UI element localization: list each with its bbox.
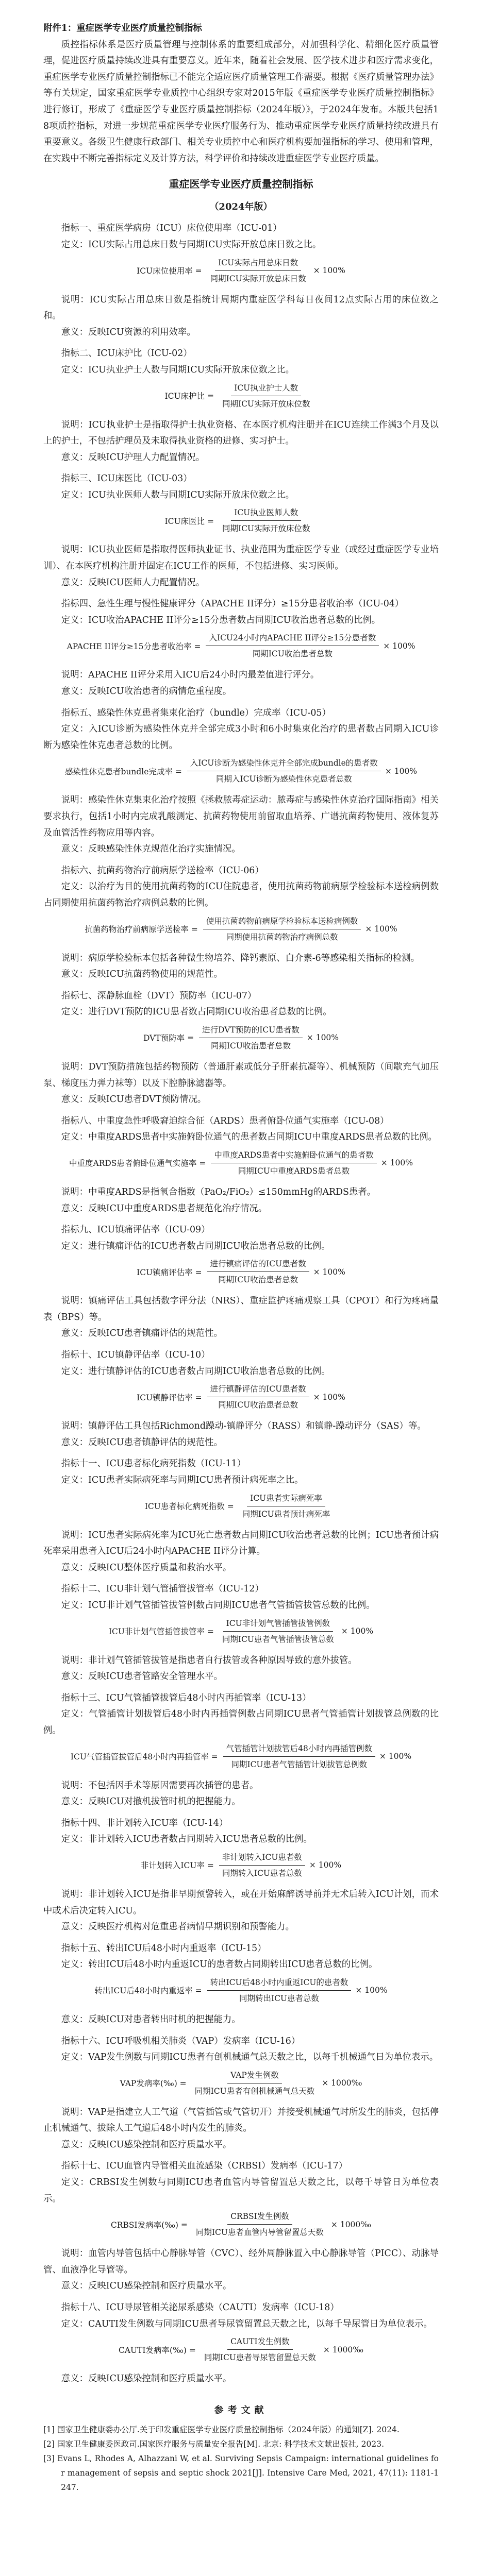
formula-fraction xyxy=(207,1383,309,1411)
indicator-formula xyxy=(43,506,439,535)
formula-lhs: 转出ICU后48小时内重返率 = xyxy=(94,1986,202,1996)
formula-fraction xyxy=(219,506,313,535)
formula-numerator: 非计划转入ICU患者数 xyxy=(219,1851,305,1866)
formula-fraction xyxy=(206,632,379,660)
indicator-note: 说明：VAP是指建立人工气道（气管插管或气管切开）并接受机械通气时所发生的肺炎，包括停止机械通气、拔除人工气道后48小时内发生的肺炎。 xyxy=(43,2107,439,2134)
formula-denominator: 同期ICU收治患者总数 xyxy=(210,1041,291,1050)
formula-denominator: 同期ICU患者气管插管计划拔管总例数 xyxy=(231,1759,367,1769)
formula-fraction xyxy=(211,1149,376,1177)
formula-lhs: ICU气管插管拔管后48小时内再插管率 = xyxy=(70,1752,218,1762)
indicator-gap xyxy=(43,341,439,346)
formula-lhs: 抗菌药物治疗前病原学送检率 = xyxy=(85,925,198,935)
indicator-definition: 定义：VAP发生例数与同期ICU患者有创机械通气总天数之比，以每千机械通气日为单位表示。 xyxy=(61,2052,439,2063)
indicator-gap xyxy=(43,2295,439,2300)
indicator-formula xyxy=(43,632,439,660)
formula-rhs: × 100% xyxy=(309,1860,342,1870)
indicator-gap xyxy=(43,2028,439,2033)
formula-denominator: 同期ICU患者气管插管拔管总数 xyxy=(222,1634,334,1644)
formula-denominator: 同期ICU患者导尿管留置总天数 xyxy=(204,2353,316,2363)
formula-numerator: ICU患者实际病死率 xyxy=(247,1492,325,1506)
formula-denominator: 同期转出ICU患者总数 xyxy=(239,1993,319,2003)
indicator-heading: 指标十二、ICU非计划气管插管拔管率（ICU-12） xyxy=(61,1584,264,1595)
indicator-formula xyxy=(43,2210,439,2239)
indicator-note: 意义：反映ICU患者镇痛评估的规范性。 xyxy=(61,1328,223,1339)
formula-numerator: 进行镇痛评估的ICU患者数 xyxy=(207,1258,309,1272)
formula-numerator: 中重度ARDS患者中实施俯卧位通气的患者数 xyxy=(211,1149,376,1163)
indicator-definition: 定义：ICU执业护士人数与同期ICU实际开放床位数之比。 xyxy=(61,364,295,375)
formula-numerator: 转出ICU后48小时内重返ICU的患者数 xyxy=(207,1976,352,1991)
indicator-note: 意义：反映医疗机构对危重患者病情早期识别和预警能力。 xyxy=(61,1922,294,1933)
indicator-note: 说明：中重度ARDS是指氧合指数（PaO₂/FiO₂）≤150mmHg的ARDS患者。 xyxy=(61,1187,376,1197)
formula-rhs: × 1000‰ xyxy=(322,2078,362,2088)
formula-numerator: ICU执业护士人数 xyxy=(231,382,301,396)
indicator-heading: 指标六、抗菌药物治疗前病原学送检率（ICU-06） xyxy=(61,865,264,876)
formula-numerator: 进行镇静评估的ICU患者数 xyxy=(207,1383,309,1397)
formula-numerator: ICU执业医师人数 xyxy=(231,506,301,521)
indicator-gap xyxy=(43,1936,439,1941)
formula-lhs: ICU床位使用率 = xyxy=(137,266,202,276)
formula-numerator: ICU实际占用总床日数 xyxy=(215,257,301,271)
formula-numerator: 入ICU24小时内APACHE II评分≥15分患者数 xyxy=(206,632,379,646)
formula-lhs: VAP发病率(‰) = xyxy=(120,2079,187,2089)
indicator-note: 意义：反映ICU医师人力配置情况。 xyxy=(61,577,205,588)
formula-lhs: ICU患者标化病死指数 = xyxy=(144,1502,234,1512)
indicator-note: 意义：反映ICU抗菌药物使用的规范性。 xyxy=(61,969,223,980)
formula-numerator: 进行DVT预防的ICU患者数 xyxy=(199,1024,303,1038)
indicator-note: 意义：反映ICU整体医疗质量和救治水平。 xyxy=(61,1562,232,1573)
indicator-note: 意义：反映ICU收治患者的病情危重程度。 xyxy=(61,686,232,697)
indicator-gap xyxy=(43,1576,439,1581)
formula-lhs: ICU镇痛评估率 = xyxy=(137,1267,202,1277)
formula-lhs: APACHE II评分≥15分患者收治率 = xyxy=(67,641,201,651)
indicator-formula xyxy=(43,1851,439,1879)
formula-denominator: 同期入ICU诊断为感染性休克患者总数 xyxy=(216,774,352,784)
indicator-note: 意义：反映ICU感染控制和医疗质量水平。 xyxy=(61,2374,232,2384)
formula-denominator: 同期ICU患者有创机械通气总天数 xyxy=(194,2086,315,2096)
formula-fraction xyxy=(193,2210,327,2239)
indicator-formula xyxy=(43,2069,439,2097)
formula-fraction xyxy=(207,1976,352,2005)
indicator-heading: 指标十一、ICU患者标化病死指数（ICU-11） xyxy=(61,1459,246,1469)
formula-denominator: 同期ICU中重度ARDS患者总数 xyxy=(238,1166,350,1176)
formula-rhs: × 100% xyxy=(313,1267,345,1277)
indicator-formula xyxy=(43,1258,439,1286)
indicator-note: 说明：APACHE II评分采用入ICU后24小时内最差值进行评分。 xyxy=(61,670,320,681)
indicator-note: 意义：反映ICU对撤机拔管时机的把握能力。 xyxy=(61,1797,241,1807)
indicator-formula xyxy=(43,1742,439,1771)
formula-denominator: 同期转入ICU患者总数 xyxy=(222,1868,302,1878)
indicator-note: 说明：ICU患者实际病死率为ICU死亡患者数占同期ICU收治患者总数的比例；ICU患者预计病死率采用患者入ICU后24小时内APACHE II评分计算。 xyxy=(43,1530,439,1557)
indicator-definition: 定义：进行DVT预防的ICU患者数占同期ICU收治患者总数的比例。 xyxy=(61,1007,332,1018)
formula-numerator: VAP发生例数 xyxy=(227,2069,282,2083)
formula-rhs: × 100% xyxy=(365,924,397,934)
formula-denominator: 同期ICU收治患者总数 xyxy=(252,649,333,659)
formula-fraction xyxy=(199,1024,303,1052)
formula-lhs: CAUTI发病率(‰) = xyxy=(118,2345,196,2355)
formula-denominator: 同期ICU实际开放总床日数 xyxy=(210,274,306,283)
formula-numerator: CRBSI发生例数 xyxy=(227,2210,292,2225)
indicator-heading: 指标十六、ICU呼吸机相关肺炎（VAP）发病率（ICU-16） xyxy=(61,2036,301,2046)
indicator-heading: 指标七、深静脉血栓（DVT）预防率（ICU-07） xyxy=(61,990,257,1001)
formula-rhs: × 100% xyxy=(355,1986,388,1995)
formula-lhs: CRBSI发病率(‰) = xyxy=(110,2220,188,2230)
formula-fraction xyxy=(187,757,381,785)
formula-rhs: × 100% xyxy=(341,1626,374,1636)
formula-fraction xyxy=(201,2335,319,2364)
formula-denominator: 同期ICU患者血管内导管留置总天数 xyxy=(195,2228,324,2238)
indicator-note: 说明：不包括因手术等原因需要再次插管的患者。 xyxy=(61,1780,259,1791)
indicator-formula xyxy=(43,1149,439,1177)
indicator-heading: 指标二、ICU床护比（ICU-02） xyxy=(61,348,192,359)
indicator-gap xyxy=(43,858,439,863)
indicator-formula xyxy=(43,915,439,943)
indicator-gap xyxy=(43,2153,439,2158)
indicator-heading: 指标十七、ICU血管内导管相关血流感染（CRBSI）发病率（ICU-17） xyxy=(61,2161,348,2172)
document-subtitle: （2024年版） xyxy=(209,201,273,213)
formula-denominator: 同期ICU收治患者总数 xyxy=(218,1275,298,1285)
indicator-definition: 定义：中重度ARDS患者中实施俯卧位通气的患者数占同期ICU中重度ARDS患者总数的比例。 xyxy=(61,1132,437,1143)
indicator-gap xyxy=(43,2387,439,2393)
reference-item: [2] 国家卫生健康委医政司.国家医疗服务与质量安全报告[M]. 北京: 科学技术文献出版社, 2023. xyxy=(43,2439,385,2449)
indicator-heading: 指标十五、转出ICU后48小时内重返率（ICU-15） xyxy=(61,1943,267,1954)
formula-lhs: ICU镇静评估率 = xyxy=(137,1393,202,1402)
formula-rhs: × 100% xyxy=(385,766,418,776)
indicator-note: 意义：反映ICU患者镇静评估的规范性。 xyxy=(61,1437,223,1448)
indicator-gap xyxy=(43,591,439,596)
indicator-formula xyxy=(43,257,439,285)
formula-fraction xyxy=(239,1492,334,1520)
formula-denominator: 同期ICU患者预计病死率 xyxy=(242,1509,330,1519)
formula-fraction xyxy=(219,1851,305,1879)
formula-fraction xyxy=(219,1617,337,1646)
indicator-formula xyxy=(43,382,439,410)
indicator-definition: 定义：ICU非计划气管插管拔管例数占同期ICU患者气管插管拔管总数的比例。 xyxy=(61,1600,375,1611)
indicator-heading: 指标八、中重度急性呼吸窘迫综合征（ARDS）患者俯卧位通气实施率（ICU-08） xyxy=(61,1115,389,1126)
indicator-note: 说明：非计划转入ICU是指非早期预警转入，或在开始麻醉诱导前并无术后转入ICU计划，而术中或术后决定转入ICU。 xyxy=(43,1889,439,1916)
formula-rhs: × 100% xyxy=(379,1752,412,1761)
indicator-definition: 定义：入ICU诊断为感染性休克并全部完成3小时和6小时集束化治疗的患者数占同期入ICU诊断为感染性休克患者总数的比例。 xyxy=(43,724,439,751)
formula-fraction xyxy=(207,257,309,285)
formula-fraction xyxy=(203,915,361,943)
indicator-note: 说明：非计划气管插管拔管是指患者自行拔管或各种原因导致的意外拔管。 xyxy=(61,1655,357,1666)
indicator-definition: 定义：ICU执业医师人数与同期ICU实际开放床位数之比。 xyxy=(61,489,295,500)
indicator-note: 说明：感染性休克集束化治疗按照《拯救脓毒症运动：脓毒症与感染性休克治疗国际指南》相关要求执行，包括1小时内完成乳酸测定、抗菌药物使用前留取血培养、广谱抗菌药物使用、液体复苏及血管活性药物应用等内容。 xyxy=(43,795,439,838)
indicator-note: 意义：反映感染性休克规范化治疗实施情况。 xyxy=(61,844,241,855)
formula-rhs: × 100% xyxy=(313,1392,345,1402)
indicator-gap xyxy=(43,1342,439,1347)
indicator-definition: 定义：CAUTI发生例数与同期ICU患者导尿管留置总天数之比，以每千导尿管日为单位表示。 xyxy=(61,2318,433,2329)
indicator-gap xyxy=(43,1217,439,1222)
formula-denominator: 同期使用抗菌药物治疗病例总数 xyxy=(226,932,338,942)
formula-lhs: ICU非计划气管插管拔管率 = xyxy=(108,1627,214,1637)
indicator-definition: 定义：CRBSI发生例数与同期ICU患者血管内导管留置总天数之比，以每千导管日为单位表示。 xyxy=(43,2177,439,2204)
indicator-note: 意义：反映ICU对患者转出时机的把握能力。 xyxy=(61,2014,241,2025)
indicator-heading: 指标三、ICU床医比（ICU-03） xyxy=(61,473,192,484)
formula-rhs: × 1000‰ xyxy=(330,2219,372,2229)
indicator-formula xyxy=(43,1976,439,2005)
formula-fraction xyxy=(192,2069,318,2097)
indicator-gap xyxy=(43,1451,439,1456)
formula-denominator: 同期ICU收治患者总数 xyxy=(218,1400,298,1410)
formula-fraction xyxy=(223,1742,375,1771)
indicator-heading: 指标十四、非计划转入ICU率（ICU-14） xyxy=(61,1818,228,1828)
formula-rhs: × 100% xyxy=(380,1158,413,1168)
formula-numerator: ICU非计划气管插管拔管例数 xyxy=(223,1617,334,1632)
indicator-gap xyxy=(43,1685,439,1690)
indicator-heading: 指标一、重症医学病房（ICU）床位使用率（ICU-01） xyxy=(61,223,282,234)
indicator-note: 意义：反映ICU中重度ARDS患者规范化治疗情况。 xyxy=(61,1203,268,1214)
indicator-definition: 定义：进行镇静评估的ICU患者数占同期ICU收治患者总数的比例。 xyxy=(61,1366,330,1377)
formula-lhs: 感染性休克患者bundle完成率 = xyxy=(64,767,182,776)
formula-lhs: DVT预防率 = xyxy=(143,1033,194,1043)
indicator-note: 意义：反映ICU资源的利用效率。 xyxy=(61,327,196,337)
indicator-heading: 指标九、ICU镇痛评估率（ICU-09） xyxy=(61,1225,210,1235)
indicator-note: 意义：反映ICU护理人力配置情况。 xyxy=(61,452,205,463)
indicator-note: 说明：ICU执业护士是指取得护士执业资格、在本医疗机构注册并在ICU连续工作满3个月及以上的护士，不包括护理员及未取得执业资格的进修、实习护士。 xyxy=(43,419,439,447)
formula-fraction xyxy=(219,382,313,410)
references-title: 参考文献 xyxy=(214,2404,268,2416)
intro-paragraph: 质控指标体系是医疗质量管理与控制体系的重要组成部分，对加强科学化、精细化医疗质量管理，促进医疗质量持续改进具有重要意义。近年来，随着社会发展、医学技术进步和医疗需求变化，重症医学专业医疗质量控制指标已不能完全适应医疗质量管理工作需要。根据《医疗质量管理办法》等有关规定，国家重症医学专业质控中心组织专家对2015年版《重症医学专业医疗质量控制指标》进行修订，形成了《重症医学专业医疗质量控制指标（2024年版）》，于2024年发布。本版共包括18项质控指标，对进一步规范重症医学专业医疗服务行为、推动重症医学专业医疗质量持续改进具有重要意义。各级卫生健康行政部门、相关专业质控中心和医疗机构要加强指标的学习、使用和管理，在实践中不断完善指标定义及计算方法，科学评价和持续改进重症医学专业医疗质量。 xyxy=(43,39,439,164)
indicator-definition: 定义：ICU患者实际病死率与同期ICU患者预计病死率之比。 xyxy=(61,1475,304,1486)
indicator-definition: 定义：非计划转入ICU患者数占同期转入ICU患者总数的比例。 xyxy=(61,1834,312,1845)
indicator-heading: 指标五、感染性休克患者集束化治疗（bundle）完成率（ICU-05） xyxy=(61,707,331,718)
indicator-note: 说明：病原学检验标本包括各种微生物培养、降钙素原、白介素-6等感染相关指标的检测。 xyxy=(61,953,420,963)
formula-lhs: ICU床医比 = xyxy=(164,516,214,526)
indicator-heading: 指标十八、ICU导尿管相关泌尿系感染（CAUTI）发病率（ICU-18） xyxy=(61,2302,339,2313)
indicator-definition: 定义：转出ICU后48小时内重返ICU的患者数占同期转出ICU患者总数的比例。 xyxy=(61,1959,378,1970)
indicator-gap xyxy=(43,700,439,705)
indicator-heading: 指标十三、ICU气管插管拔管后48小时内再插管率（ICU-13） xyxy=(61,1692,311,1703)
reference-item: [3] Evans L, Rhodes A, Alhazzani W, et al. Surviving Sepsis Campaign: international guidelines for management of sepsis and septic shock 2021[J]. Intensive Care Med, 2021, 47(11): 1181-1247. xyxy=(43,2453,439,2492)
formula-denominator: 同期ICU实际开放床位数 xyxy=(222,524,310,534)
indicator-gap xyxy=(43,1810,439,1816)
indicator-gap xyxy=(43,1108,439,1113)
indicator-heading: 指标十、ICU镇静评估率（ICU-10） xyxy=(61,1350,210,1361)
indicator-note: 说明：镇痛评估工具包括数字评分法（NRS）、重症监护疼痛观察工具（CPOT）和行为疼痛量表（BPS）等。 xyxy=(43,1296,439,1323)
indicator-formula xyxy=(43,2335,439,2364)
indicator-note: 说明：ICU实际占用总床日数是指统计周期内重症医学科每日夜间12点实际占用的床位数之和。 xyxy=(43,294,439,321)
indicator-gap xyxy=(43,466,439,471)
indicator-note: 说明：镇静评估工具包括Richmond躁动-镇静评分（RASS）和镇静-躁动评分（SAS）等。 xyxy=(61,1421,426,1432)
indicator-definition: 定义：进行镇痛评估的ICU患者数占同期ICU收治患者总数的比例。 xyxy=(61,1241,330,1251)
formula-numerator: CAUTI发生例数 xyxy=(227,2335,293,2350)
attachment-line: 附件1：重症医学专业医疗质量控制指标 xyxy=(43,23,202,33)
formula-rhs: × 100% xyxy=(306,1033,339,1043)
indicator-gap xyxy=(43,983,439,988)
indicator-note: 意义：反映ICU感染控制和医疗质量水平。 xyxy=(61,2139,232,2150)
indicator-formula xyxy=(43,1617,439,1646)
formula-fraction xyxy=(207,1258,309,1286)
indicator-note: 说明：DVT预防措施包括药物预防（普通肝素或低分子肝素抗凝等）、机械预防（间歇充气加压泵、梯度压力弹力袜等）以及下腔静脉滤器等。 xyxy=(43,1061,439,1089)
formula-lhs: 中重度ARDS患者俯卧位通气实施率 = xyxy=(69,1159,206,1168)
formula-rhs: × 100% xyxy=(383,641,415,651)
indicator-note: 意义：反映ICU患者管路安全管理水平。 xyxy=(61,1671,223,1682)
formula-numerator: 入ICU诊断为感染性休克并全部完成bundle的患者数 xyxy=(187,757,381,771)
indicator-definition: 定义：ICU收治APACHE II评分≥15分患者数占同期ICU收治患者总数的比例。 xyxy=(61,615,381,625)
document-title: 重症医学专业医疗质量控制指标 xyxy=(169,178,313,191)
formula-denominator: 同期ICU实际开放床位数 xyxy=(222,399,310,409)
indicator-note: 说明：ICU执业医师是指取得医师执业证书、执业范围为重症医学专业（或经过重症医学专业培训）、在本医疗机构注册并固定在ICU工作的医师，不包括进修、实习医师。 xyxy=(43,545,439,572)
indicator-formula xyxy=(43,1024,439,1052)
indicator-heading: 指标四、急性生理与慢性健康评分（APACHE II评分）≥15分患者收治率（ICU-04） xyxy=(61,599,404,609)
indicator-definition: 定义：气管插管计划拔管后48小时内再插管例数占同期ICU患者气管插管计划拔管总例数的比例。 xyxy=(43,1709,439,1736)
indicator-note: 说明：血管内导管包括中心静脉导管（CVC）、经外周静脉置入中心静脉导管（PICC）、动脉导管、血液净化导管等。 xyxy=(43,2248,439,2275)
indicator-definition: 定义：ICU实际占用总床日数与同期ICU实际开放总床日数之比。 xyxy=(61,239,322,250)
formula-lhs: ICU床护比 = xyxy=(164,392,214,401)
indicator-formula xyxy=(43,1383,439,1411)
indicator-note: 意义：反映ICU患者DVT预防情况。 xyxy=(61,1094,207,1105)
indicator-definition: 定义：以治疗为目的使用抗菌药物的ICU住院患者，使用抗菌药物前病原学检验标本送检病例数占同期使用抗菌药物治疗病例总数的比例。 xyxy=(43,882,439,908)
formula-rhs: × 100% xyxy=(313,266,345,276)
indicator-formula xyxy=(43,757,439,785)
formula-rhs: × 1000‰ xyxy=(323,2345,364,2354)
formula-numerator: 气管插管计划拔管后48小时内再插管例数 xyxy=(223,1742,375,1757)
indicator-note: 意义：反映ICU感染控制和医疗质量水平。 xyxy=(61,2281,232,2292)
formula-lhs: 非计划转入ICU率 = xyxy=(140,1861,214,1871)
reference-item: [1] 国家卫生健康委办公厅.关于印发重症医学专业医疗质量控制指标（2024年版）的通知[Z]. 2024. xyxy=(43,2425,400,2434)
indicator-formula xyxy=(43,1492,439,1520)
formula-numerator: 使用抗菌药物前病原学检验标本送检病例数 xyxy=(203,915,361,929)
